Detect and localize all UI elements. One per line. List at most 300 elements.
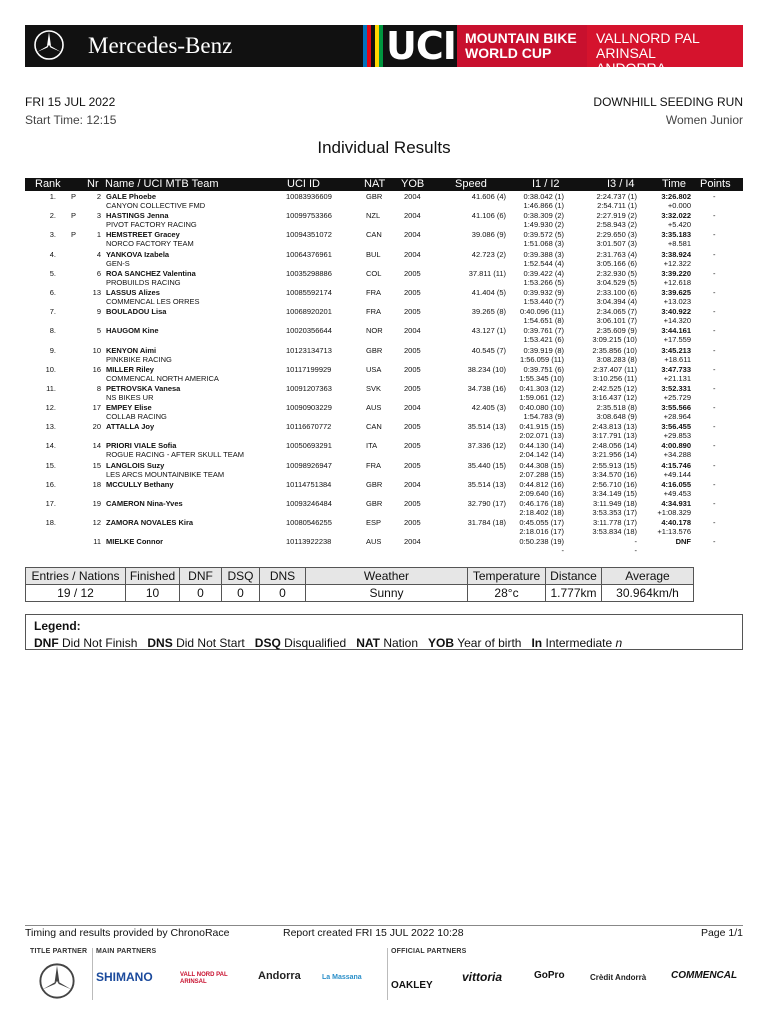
summary-value-cell: 0: [180, 585, 222, 602]
cell-i4: 3:05.166 (6): [596, 258, 637, 268]
cell-points: -: [713, 345, 716, 355]
cell-yob: 2005: [404, 364, 421, 374]
table-row: [25, 480, 743, 499]
cell-speed: 41.404 (5): [471, 287, 506, 297]
cell-rank: 8.: [49, 326, 56, 336]
cell-uci-id: 10035298886: [286, 268, 332, 278]
cell-rank: 17.: [45, 499, 56, 508]
cell-speed: 40.545 (7): [471, 345, 506, 355]
cell-i3: 2:55.913 (15): [592, 460, 637, 470]
cell-nat: AUS: [366, 403, 382, 413]
cell-nr: 16: [92, 364, 101, 374]
cell-uci-id: 10080546255: [286, 518, 332, 528]
cell-i2: 1:54.651 (8): [523, 316, 564, 326]
table-row: [25, 288, 743, 307]
cell-rank: 7.: [49, 307, 56, 317]
col-yob: YOB: [401, 178, 425, 190]
summary-header-cell: Temperature: [468, 568, 546, 585]
cell-nat: GBR: [366, 499, 383, 508]
cell-points: -: [713, 422, 716, 432]
cell-uci-id: 10090903229: [286, 403, 332, 413]
cell-nr: 1: [96, 230, 101, 240]
summary-value-cell: 30.964km/h: [602, 585, 694, 602]
cell-nat: CAN: [366, 422, 382, 432]
uci-text: UCI: [386, 24, 456, 68]
timing-credit: Timing and results provided by ChronoRace: [25, 927, 230, 939]
cell-gap: +17.559: [663, 335, 691, 345]
cell-time: 3:55.566: [661, 403, 691, 413]
cell-speed: 42.405 (3): [471, 403, 506, 413]
summary-value-cell: 0: [222, 585, 260, 602]
cell-nr: 13: [92, 287, 101, 297]
cell-i3: 2:48.056 (14): [592, 441, 637, 451]
col-rank: Rank: [35, 178, 61, 190]
cell-nat: FRA: [366, 307, 381, 317]
table-row: [25, 518, 743, 537]
series-line-1: MOUNTAIN BIKE: [465, 30, 577, 46]
cell-i3: 2:27.919 (2): [596, 211, 637, 221]
cell-i4: 2:54.711 (1): [597, 201, 637, 210]
cell-i1: 0:38.309 (2): [523, 211, 564, 221]
cell-i3: 2:37.407 (11): [592, 364, 637, 374]
cell-i1: 0:50.238 (19): [519, 537, 564, 547]
cell-nr: 5: [96, 326, 101, 336]
legend-suffix: n: [615, 636, 623, 650]
cell-gap: +1:08.329: [657, 508, 691, 517]
col-points: Points: [700, 178, 731, 190]
cell-points: -: [713, 287, 716, 297]
cell-nr: 14: [92, 441, 101, 451]
cell-time: 3:47.733: [661, 364, 691, 374]
cell-i3: 2:43.813 (13): [592, 422, 637, 432]
cell-team: ROGUE RACING - AFTER SKULL TEAM: [106, 450, 244, 460]
cell-uci-id: 10117199929: [286, 364, 332, 374]
uci-rainbow-stripes: [363, 25, 383, 67]
cell-uci-id: 10083936609: [286, 192, 332, 201]
results-table-header: [25, 178, 743, 191]
cell-uci-id: 10113922238: [286, 537, 332, 547]
cell-name: LANGLOIS Suzy: [106, 460, 165, 470]
cell-team: PIVOT FACTORY RACING: [106, 220, 197, 230]
cell-yob: 2004: [404, 249, 421, 259]
table-row: [25, 269, 743, 288]
cell-name: KENYON Aimi: [106, 345, 157, 355]
cell-points: -: [713, 307, 716, 317]
cell-yob: 2004: [404, 403, 421, 413]
table-row: [25, 192, 743, 211]
cell-gap: +14.320: [663, 316, 691, 326]
cell-gap: +13.023: [663, 296, 691, 306]
cell-i2: 2:04.142 (14): [519, 450, 564, 460]
cell-i2: 1:56.059 (11): [519, 354, 564, 364]
cell-uci-id: 10114751384: [286, 479, 332, 489]
cell-yob: 2005: [404, 441, 421, 451]
cell-name: ATTALLA Joy: [106, 422, 155, 432]
legend-abbr: YOB: [428, 636, 455, 650]
cell-uci-id: 10068920201: [286, 307, 332, 317]
cell-points: -: [713, 537, 716, 547]
cell-nat: FRA: [366, 287, 381, 297]
venue-line-2: ANDORRA: [596, 60, 667, 76]
cell-team: COMMENCAL NORTH AMERICA: [106, 373, 219, 383]
cell-team: NS BIKES UR: [106, 392, 154, 402]
cell-i3: 2:29.650 (3): [596, 230, 637, 240]
table-row: [25, 461, 743, 480]
table-row: [25, 422, 743, 441]
cell-team: PROBUILDS RACING: [106, 277, 181, 287]
page-title: Individual Results: [317, 138, 451, 157]
partner-separator: [387, 948, 388, 1000]
cell-i2: 2:18.016 (17): [519, 527, 564, 537]
cell-speed: 35.440 (15): [467, 460, 506, 470]
cell-i4: 3:53.353 (17): [592, 508, 637, 517]
cell-q: P: [71, 211, 77, 221]
cell-i3: 2:24.737 (1): [596, 192, 637, 201]
cell-time: 4:00.890: [661, 441, 691, 451]
table-row: [25, 384, 743, 403]
cell-i4: 3:16.437 (12): [592, 392, 637, 402]
cell-name: HEMSTREET Gracey: [106, 230, 180, 240]
cell-gap: +49.144: [663, 469, 691, 479]
cell-i4: 3:01.507 (3): [596, 239, 637, 249]
cell-i4: 3:10.256 (11): [592, 373, 637, 383]
cell-time: 3:32.022: [661, 211, 691, 221]
cell-i1: 0:40.080 (10): [519, 403, 564, 413]
cell-speed: 39.086 (9): [471, 230, 506, 240]
cell-time: 3:39.625: [661, 287, 691, 297]
cell-gap: +25.729: [663, 392, 691, 402]
cell-gap: +29.853: [663, 431, 691, 441]
cell-i1: 0:39.932 (9): [523, 287, 564, 297]
cell-i4: 3:34.149 (15): [592, 488, 637, 498]
cell-i2: 1:46.866 (1): [523, 201, 564, 210]
legend-abbr: In: [531, 636, 543, 650]
cell-i2: 1:51.068 (3): [523, 239, 564, 249]
col-i34: I3 / I4: [607, 178, 635, 190]
legend-text: Disqualified: [284, 636, 347, 650]
col-time: Time: [662, 178, 687, 190]
cell-gap: +12.322: [663, 258, 691, 268]
cell-rank: 11.: [46, 383, 56, 393]
venue-line-1: VALLNORD PAL ARINSAL: [596, 30, 700, 61]
cell-yob: 2005: [404, 422, 421, 432]
legend-text: Did Not Start: [176, 636, 245, 650]
cell-speed: 41.606 (4): [471, 192, 506, 201]
cell-yob: 2005: [404, 345, 421, 355]
cell-gap: +0.000: [667, 201, 691, 210]
cell-uci-id: 10093246484: [286, 499, 332, 508]
cell-time: 3:40.922: [661, 307, 691, 317]
cell-i1: 0:39.919 (8): [523, 345, 564, 355]
cell-time: 4:34.931: [661, 499, 691, 508]
cell-i3: 2:34.065 (7): [596, 307, 637, 317]
cell-i4: 3:21.956 (14): [592, 450, 637, 460]
cell-i1: 0:39.761 (7): [523, 326, 564, 336]
cell-nat: BUL: [366, 249, 381, 259]
cell-uci-id: 10050693291: [286, 441, 332, 451]
cell-yob: 2005: [404, 268, 421, 278]
cell-speed: 34.738 (16): [467, 383, 506, 393]
cell-i4: 2:58.943 (2): [596, 220, 637, 230]
cell-i2: 1:53.440 (7): [523, 296, 564, 306]
cell-points: -: [713, 249, 716, 259]
col-nr: Nr: [87, 178, 99, 190]
cell-rank: 2.: [49, 211, 56, 221]
cell-nr: 11: [93, 537, 101, 547]
cell-uci-id: 10098926947: [286, 460, 332, 470]
cell-time: 3:35.183: [661, 230, 691, 240]
mercedes-star-icon: [38, 962, 76, 1000]
credit-andorra-logo: Crèdit Andorrà: [590, 973, 647, 982]
cell-time: 3:45.213: [661, 345, 691, 355]
cell-points: -: [713, 441, 716, 451]
cell-yob: 2005: [404, 518, 421, 528]
cell-nr: 10: [92, 345, 101, 355]
cell-i1: 0:46.176 (18): [519, 499, 564, 508]
legend-text: Intermediate: [545, 636, 613, 650]
mercedes-star-icon: [33, 29, 65, 61]
table-row: [25, 499, 743, 518]
cell-rank: 16.: [45, 479, 56, 489]
cell-nat: ITA: [366, 441, 378, 451]
cell-name: HASTINGS Jenna: [106, 211, 169, 221]
cell-nr: 6: [96, 268, 101, 278]
cell-rank: 5.: [49, 268, 56, 278]
cell-team: LES ARCS MOUNTAINBIKE TEAM: [106, 469, 225, 479]
official-partners-label: OFFICIAL PARTNERS: [391, 948, 467, 955]
cell-uci-id: 10091207363: [286, 383, 332, 393]
series-title: [457, 25, 587, 67]
cell-i2: 2:09.640 (16): [519, 488, 564, 498]
cell-i1: 0:45.055 (17): [519, 518, 564, 528]
summary-header-cell: Entries / Nations: [26, 568, 126, 585]
cell-i2: 2:18.402 (18): [519, 508, 564, 517]
cell-i2: 1:59.061 (12): [519, 392, 564, 402]
cell-i3: 2:56.710 (16): [592, 479, 637, 489]
cell-uci-id: 10123134713: [286, 345, 332, 355]
cell-nat: AUS: [366, 537, 382, 547]
cell-team: GEN-S: [106, 258, 130, 268]
uci-logo: [363, 25, 456, 67]
cell-rank: 3.: [49, 230, 56, 240]
cell-uci-id: 10099753366: [286, 211, 332, 221]
cell-team: PINKBIKE RACING: [106, 354, 172, 364]
cell-i3: 3:11.949 (18): [592, 499, 637, 508]
summary-table: [25, 567, 694, 602]
cell-nr: 18: [92, 479, 101, 489]
cell-yob: 2004: [404, 326, 421, 336]
cell-rank: 6.: [49, 287, 56, 297]
cell-nat: NOR: [366, 326, 383, 336]
gopro-logo: GoPro: [534, 970, 565, 981]
main-partners-label: MAIN PARTNERS: [96, 948, 157, 955]
cell-i4: 3:17.791 (13): [592, 431, 637, 441]
cell-team: COLLAB RACING: [106, 412, 167, 422]
legend-text: Nation: [383, 636, 419, 650]
summary-header-cell: Weather: [306, 568, 468, 585]
table-row: [25, 326, 743, 345]
cell-rank: 12.: [45, 403, 56, 413]
legend-abbr: DSQ: [254, 636, 281, 650]
cell-name: EMPEY Elise: [106, 403, 152, 413]
cell-points: -: [713, 518, 716, 528]
cell-i3: 2:35.609 (9): [596, 326, 637, 336]
cell-speed: 31.784 (18): [467, 518, 506, 528]
summary-header-cell: Average: [602, 568, 694, 585]
cell-i4: 3:06.101 (7): [596, 316, 637, 326]
table-row: [25, 365, 743, 384]
cell-uci-id: 10094351072: [286, 230, 332, 240]
cell-i2: 1:52.544 (4): [523, 258, 564, 268]
event-date: FRI 15 JUL 2022: [25, 95, 116, 109]
cell-rank: 18.: [45, 518, 56, 528]
oakley-logo: OAKLEY: [391, 980, 433, 991]
cell-i1: 0:39.572 (5): [523, 230, 564, 240]
cell-rank: 9.: [49, 345, 56, 355]
legend-abbr: DNF: [34, 636, 59, 650]
cell-rank: 1.: [49, 192, 56, 201]
cell-points: -: [713, 211, 716, 221]
cell-i4: 3:34.570 (16): [592, 469, 637, 479]
legend-text: Did Not Finish: [62, 636, 138, 650]
sponsor-name: Mercedes-Benz: [88, 33, 233, 58]
cell-points: -: [713, 192, 716, 201]
cell-time: 3:38.924: [661, 249, 691, 259]
cell-yob: 2004: [404, 230, 421, 240]
cell-name: ZAMORA NOVALES Kira: [106, 518, 194, 528]
summary-header-cell: Finished: [126, 568, 180, 585]
summary-header-cell: Distance: [546, 568, 602, 585]
cell-nat: CAN: [366, 230, 382, 240]
cell-q: P: [71, 230, 77, 240]
cell-name: PRIORI VIALE Sofia: [106, 441, 177, 451]
cell-nat: SVK: [366, 383, 382, 393]
summary-value-cell: 19 / 12: [26, 585, 126, 602]
cell-i4: 3:09.215 (10): [592, 335, 637, 345]
cell-i1: 0:39.422 (4): [523, 268, 564, 278]
cell-points: -: [713, 230, 716, 240]
cell-points: -: [713, 326, 716, 336]
cell-i3: 3:11.778 (17): [592, 518, 637, 528]
cell-points: -: [713, 383, 716, 393]
report-created: Report created FRI 15 JUL 2022 10:28: [283, 927, 464, 939]
cell-i2: -: [561, 546, 564, 556]
summary-value-cell: 0: [260, 585, 306, 602]
cell-i4: -: [634, 546, 637, 556]
cell-q: P: [71, 192, 77, 201]
cell-speed: 38.234 (10): [467, 364, 506, 374]
cell-time: 3:39.220: [661, 268, 691, 278]
summary-value-row: [26, 585, 694, 602]
cell-yob: 2005: [404, 460, 421, 470]
series-line-2: WORLD CUP: [465, 45, 552, 61]
cell-rank: 10.: [45, 364, 56, 374]
cell-i3: 2:35.518 (8): [596, 403, 637, 413]
col-uci-id: UCI ID: [287, 178, 320, 190]
cell-gap: +28.964: [663, 412, 691, 422]
cell-gap: +1:13.576: [657, 527, 691, 537]
cell-nr: 4: [96, 249, 101, 259]
cell-nat: NZL: [366, 211, 381, 221]
cell-nr: 2: [96, 192, 101, 201]
legend-box: [25, 614, 743, 650]
cell-gap: +5.420: [667, 220, 691, 230]
cell-nat: COL: [366, 268, 382, 278]
cell-nat: ESP: [366, 518, 382, 528]
cell-i4: 3:53.834 (18): [592, 527, 637, 537]
cell-gap: +8.581: [667, 239, 691, 249]
cell-nr: 3: [96, 211, 101, 221]
cell-nat: GBR: [366, 345, 383, 355]
la-massana-logo: La Massana: [322, 974, 362, 981]
cell-i1: 0:39.751 (6): [523, 364, 564, 374]
cell-name: ROA SANCHEZ Valentina: [106, 268, 196, 278]
cell-gap: +18.611: [664, 354, 691, 364]
legend-text: Year of birth: [457, 636, 522, 650]
cell-nat: FRA: [366, 460, 381, 470]
cell-name: MIELKE Connor: [106, 537, 164, 547]
col-speed: Speed: [455, 178, 487, 190]
cell-i3: 2:31.763 (4): [596, 249, 637, 259]
cell-i3: 2:35.856 (10): [592, 345, 637, 355]
summary-header-cell: DNS: [260, 568, 306, 585]
cell-uci-id: 10020356644: [286, 326, 332, 336]
venue-title: [587, 25, 743, 76]
cell-nat: USA: [366, 364, 382, 374]
cell-uci-id: 10064376961: [286, 249, 332, 259]
cell-speed: 37.336 (12): [467, 441, 506, 451]
cell-gap: +21.131: [663, 373, 691, 383]
event-name: DOWNHILL SEEDING RUN: [593, 95, 743, 109]
table-row: [25, 250, 743, 269]
table-row: [25, 230, 743, 249]
table-row: [25, 403, 743, 422]
cell-name: LASSUS Alizes: [106, 287, 160, 297]
cell-nr: 15: [92, 460, 101, 470]
cell-i4: 3:04.394 (4): [596, 296, 637, 306]
cell-uci-id: 10116670772: [286, 422, 332, 432]
table-row: [25, 441, 743, 460]
cell-i2: 2:02.071 (13): [519, 431, 564, 441]
cell-i2: 1:54.783 (9): [523, 412, 564, 422]
summary-value-cell: 28°c: [468, 585, 546, 602]
results-table-body: [25, 192, 743, 557]
cell-points: -: [713, 460, 716, 470]
cell-yob: 2004: [404, 479, 421, 489]
cell-name: YANKOVA Izabela: [106, 249, 170, 259]
vittoria-logo: vittoria: [462, 970, 503, 984]
cell-points: -: [713, 499, 716, 508]
title-partner-label: TITLE PARTNER: [30, 948, 88, 955]
cell-points: -: [713, 403, 716, 413]
cell-name: MCCULLY Bethany: [106, 479, 174, 489]
cell-i2: 1:49.930 (2): [523, 220, 564, 230]
cell-yob: 2005: [404, 499, 421, 508]
footer-divider: [25, 925, 743, 926]
vallnord-logo: VALL NORD PAL ARINSAL: [180, 972, 228, 985]
cell-yob: 2005: [404, 287, 421, 297]
cell-speed: 43.127 (1): [471, 326, 506, 336]
cell-time: DNF: [675, 537, 691, 547]
cell-i2: 1:55.345 (10): [519, 373, 564, 383]
cell-nr: 20: [92, 422, 101, 432]
table-row: [25, 537, 743, 556]
cell-i1: 0:44.812 (16): [519, 479, 564, 489]
cell-yob: 2004: [404, 192, 421, 201]
table-row: [25, 346, 743, 365]
header-banner: [25, 24, 743, 76]
cell-yob: 2004: [404, 211, 421, 221]
